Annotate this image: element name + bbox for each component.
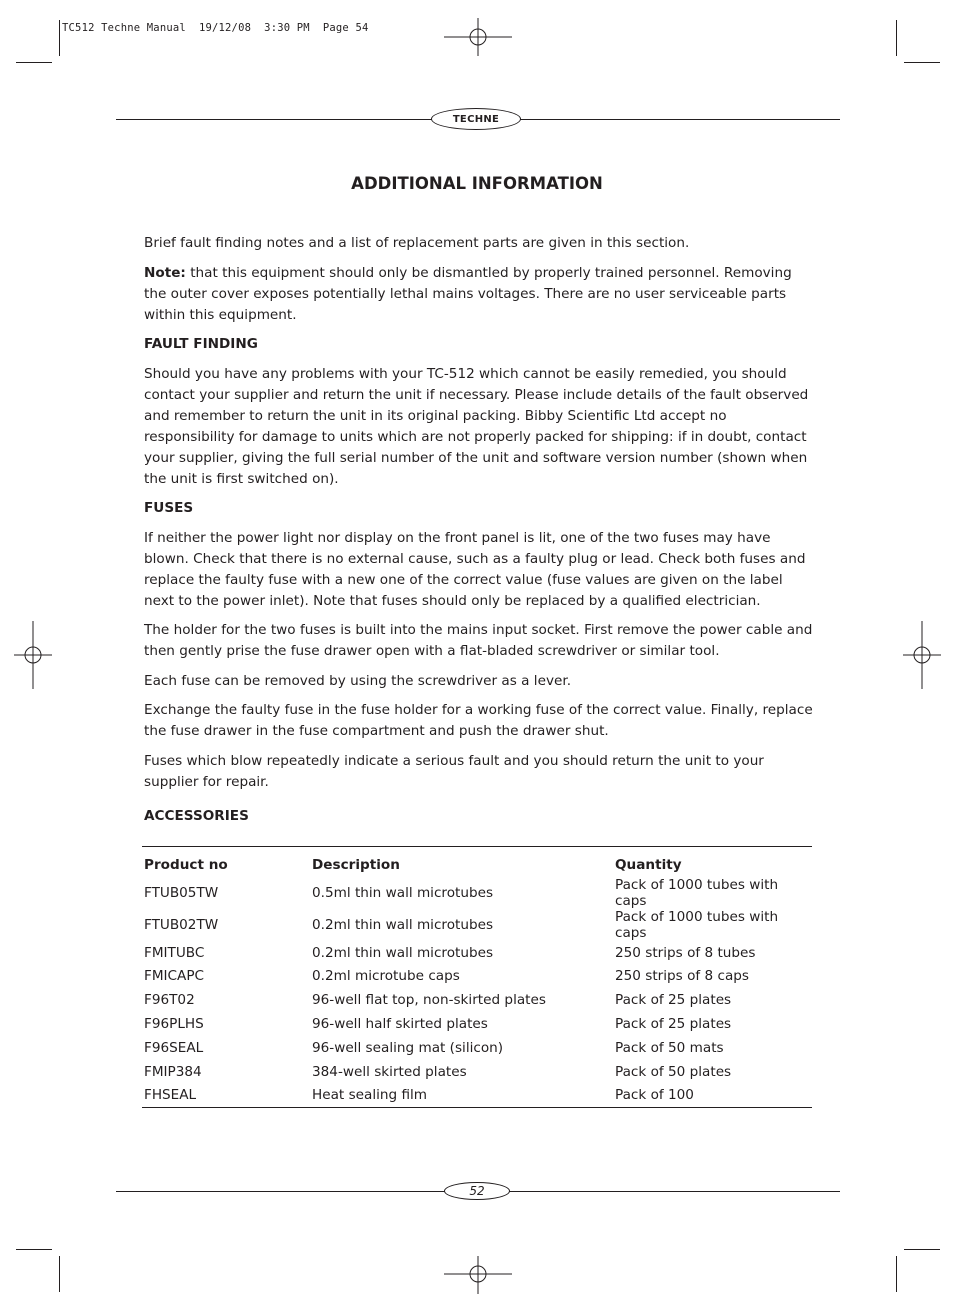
quantity-cell: Pack of 25 plates	[615, 1016, 732, 1033]
table-header-row	[142, 847, 812, 877]
accessories-table	[142, 846, 812, 1108]
column-header: Product no	[144, 856, 228, 873]
crop-mark	[16, 1249, 52, 1250]
fuses-heading: FUSES	[144, 500, 194, 516]
registration-mark-icon	[444, 18, 512, 56]
quantity-cell: 250 strips of 8 caps	[615, 968, 749, 985]
quantity-cell: 250 strips of 8 tubes	[615, 944, 756, 961]
column-header: Quantity	[615, 856, 682, 873]
table-bottom-rule	[142, 1107, 812, 1108]
table-row	[142, 1036, 812, 1060]
description-cell: 0.2ml thin wall microtubes	[312, 944, 494, 961]
crop-mark	[896, 20, 897, 56]
table-row	[142, 877, 812, 909]
registration-mark-icon	[14, 621, 52, 689]
table-row	[142, 909, 812, 941]
body-content	[144, 233, 814, 801]
crop-mark	[904, 1249, 940, 1250]
techne-logo	[431, 108, 521, 130]
description-cell: 96-well flat top, non-skirted plates	[312, 992, 546, 1009]
product-no-cell: F96SEAL	[144, 1039, 204, 1056]
note-label: Note:	[144, 264, 186, 281]
fuses-paragraph-2: The holder for the two fuses is built into the mains input socket. First remove the power cable and then gently prise the fuse drawer open with a flat-bladed screwdriver or similar tool.	[144, 622, 813, 659]
crop-mark	[59, 20, 60, 56]
note-paragraph	[144, 263, 814, 326]
product-no-cell: FTUB05TW	[144, 884, 219, 901]
description-cell: 0.2ml microtube caps	[312, 968, 460, 985]
fault-finding-paragraph: Should you have any problems with your TC-512 which cannot be easily remedied, you should contact your supplier and return the unit if necessary. Please include details of the fault observed and remember to return the unit in its original packing. Bibby Scientific Ltd accept no responsibility for damage to units which are not properly packed for shipping: if in doubt, contact your supplier, giving the full serial number of the unit and software version number (shown when the unit is first switched on).	[144, 365, 809, 487]
accessories-heading: ACCESSORIES	[144, 808, 249, 824]
product-no-cell: FMITUBC	[144, 944, 205, 961]
registration-mark-icon	[903, 621, 941, 689]
column-header: Description	[312, 856, 400, 873]
logo-text: TECHNE	[452, 113, 500, 125]
crop-mark	[904, 62, 940, 63]
quantity-cell: Pack of 100	[615, 1087, 694, 1104]
description-cell: 384-well skirted plates	[312, 1063, 467, 1080]
table-row	[142, 1084, 812, 1108]
print-slug: TC512 Techne Manual 19/12/08 3:30 PM Page 54	[62, 22, 369, 34]
description-cell: 0.2ml thin wall microtubes	[312, 916, 494, 933]
quantity-cell: Pack of 1000 tubes with caps	[615, 908, 779, 941]
product-no-cell: FHSEAL	[144, 1087, 197, 1104]
fault-finding-heading: FAULT FINDING	[144, 336, 258, 352]
crop-mark	[16, 62, 52, 63]
product-no-cell: FMICAPC	[144, 968, 205, 985]
product-no-cell: F96PLHS	[144, 1016, 204, 1033]
product-no-cell: F96T02	[144, 992, 195, 1009]
table-row	[142, 1060, 812, 1084]
crop-mark	[59, 1256, 60, 1292]
quantity-cell: Pack of 50 plates	[615, 1063, 732, 1080]
registration-mark-icon	[444, 1256, 512, 1294]
table-row	[142, 988, 812, 1012]
crop-mark	[896, 1256, 897, 1292]
page-number: 52	[444, 1182, 510, 1200]
fuses-paragraph-3: Each fuse can be removed by using the screwdriver as a lever.	[144, 672, 572, 689]
description-cell: 0.5ml thin wall microtubes	[312, 884, 494, 901]
description-cell: 96-well sealing mat (silicon)	[312, 1039, 504, 1056]
note-text: that this equipment should only be dismantled by properly trained personnel. Removing the outer cover exposes potentially lethal mains voltages. There are no user serviceable parts within this equipment.	[144, 264, 792, 323]
quantity-cell: Pack of 25 plates	[615, 992, 732, 1009]
intro-paragraph: Brief fault finding notes and a list of replacement parts are given in this section.	[144, 235, 690, 251]
product-no-cell: FTUB02TW	[144, 916, 219, 933]
table-row	[142, 1012, 812, 1036]
fuses-paragraph-1: If neither the power light nor display on the front panel is lit, one of the two fuses may have blown. Check that there is no external cause, such as a faulty plug or lead. Check both fuses and replace the faulty fuse with a new one of the correct value (fuse values are given on the label next to the power inlet). Note that fuses should only be replaced by a qualified electrician.	[144, 529, 806, 609]
table-row	[142, 965, 812, 989]
fuses-paragraph-5: Fuses which blow repeatedly indicate a serious fault and you should return the unit to your supplier for repair.	[144, 752, 764, 790]
quantity-cell: Pack of 1000 tubes with caps	[615, 876, 779, 909]
page-title: ADDITIONAL INFORMATION	[351, 174, 603, 193]
product-no-cell: FMIP384	[144, 1063, 202, 1080]
table-row	[142, 941, 812, 965]
description-cell: 96-well half skirted plates	[312, 1016, 488, 1033]
fuses-paragraph-4: Exchange the faulty fuse in the fuse holder for a working fuse of the correct value. Finally, replace the fuse drawer in the fuse compartment and push the drawer shut.	[144, 702, 813, 739]
description-cell: Heat sealing film	[312, 1087, 428, 1104]
quantity-cell: Pack of 50 mats	[615, 1039, 724, 1056]
